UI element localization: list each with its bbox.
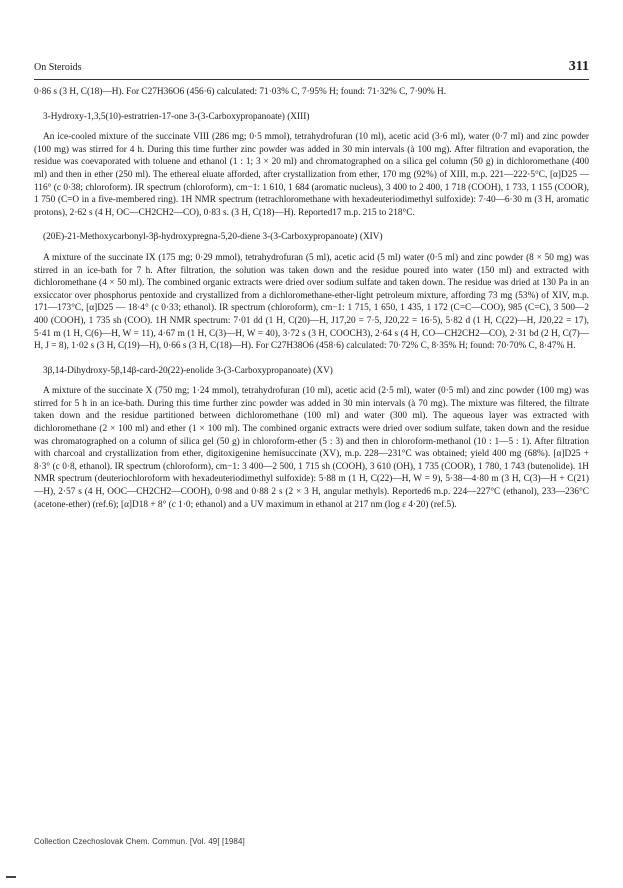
page-header xyxy=(34,59,589,78)
header-rule xyxy=(34,79,589,80)
paragraph-xiii: An ice-cooled mixture of the succinate VIII (286 mg; 0·5 mmol), tetrahydrofuran (10 ml), acetic acid (3·6 ml), water (0·7 ml) and zinc powder (100 mg) was stirred for 4 h. During this time further zinc powder was added in 30 min intervals (à 100 mg). After filtration and evaporation, the residue was coevaporated with toluene and ethanol (1 : 1; 3 × 20 ml) and chromatographed on a silica gel column (50 g) in dichloromethane (400 ml) and then in ether (250 ml). The ethereal eluate afforded, after crystallization from ether, 170 mg (92%) of XIII, m.p. 221—222·5°C, [α]D25 —116° (c 0·38; chloroform). IR spectrum (chloroform), cm−1: 1 610, 1 684 (aromatic nucleus), 3 400 to 2 400, 1 718 (COOH), 1 733, 1 155 (COOR), 1 750 (C=O in a five-membered ring). 1H NMR spectrum (tetrachloromethane with hexadeuteriodimethyl sulfoxide): 7·40—6·30 m (3 H, aromatic protons), 2·62 s (4 H, OC—CH2CH2—CO), 0·83 s. (3 H, C(18)—H). Reported17 m.p. 215 to 218°C. xyxy=(34,132,589,218)
scan-mark xyxy=(6,876,16,878)
body-text xyxy=(34,86,589,511)
page-number: 311 xyxy=(568,59,589,74)
running-head: On Steroids xyxy=(34,62,82,73)
compound-heading-xiii: 3-Hydroxy-1,3,5(10)-estratrien-17-one 3-(3-Carboxypropanoate) (XIII) xyxy=(43,111,310,122)
paragraph-xiv: A mixture of the succinate IX (175 mg; 0·29 mmol), tetrahydrofuran (5 ml), acetic acid (5 ml) water (0·5 ml) and zinc powder (8 × 50 mg) was stirred in an ice-bath for 7 h. After filtration, the solution was taken down and the residue poured into water (150 ml) and extracted with dichloromethane (4 × 50 ml). The combined organic extracts were dried over sodium sulfate and taken down. The residue was dried at 130 Pa in an exsiccator over phosphorus pentoxide and crystallized from a dichloromethane-ether-light petroleum mixture, affording 73 mg (53%) of XIV, m.p. 171—173°C, [α]D25 — 18·4° (c 0·33; ethanol). IR spectrum (chloroform), cm−1: 1 715, 1 650, 1 435, 1 172 (C=C—COO), 985 (C=C), 3 500—2 400 (COOH), 1 735 sh (COO). 1H NMR spectrum: 7·01 dd (1 H, C(20)—H, J17,20 = 7·5, J20,22 = 16·5), 5·82 d (1 H, C(22)—H, J20,22 = 17), 5·41 m (1 H, C(6)—H, W = 11), 4·67 m (1 H, C(3)—H, W = 40), 3·72 s (3 H, COOCH3), 2·64 s (4 H, CO—CH2CH2—CO), 2·31 bd (2 H, C(7)—H, J = 8), 1·02 s (3 H, C(19)—H), 0·66 s (3 H, C(18)—H). For C27H38O6 (458·6) calculated: 70·72% C, 8·35% H; found: 70·70% C, 8·47% H. xyxy=(34,252,589,352)
journal-footer: Collection Czechoslovak Chem. Commun. [Vol. 49] [1984] xyxy=(34,837,245,846)
paragraph-xv: A mixture of the succinate X (750 mg; 1·24 mmol), tetrahydrofuran (10 ml), acetic acid (2·5 ml), water (0·5 ml) and zinc powder (100 mg) was stirred for 5 h in an ice-bath. During this time further zinc powder was added in 30 min intervals (à 70 mg). The mixture was filtered, the filtrate taken down and the residue partitioned between dichloromethane (100 ml) and water (300 ml). The aqueous layer was extracted with dichloromethane (2 × 100 ml) and ether (1 × 100 ml). The combined organic extracts were dried over sodium sulfate, taken down and the residue was chromatographed on a column of silica gel (50 g) in chloroform-ether (5 : 3) and then in chloroform-methanol (10 : 1—5 : 1). After filtration with charcoal and crystallization from ether, digitoxigenine hemisuccinate (XV), m.p. 228—231°C was obtained; yield 400 mg (68%). [α]D25 + 8·3° (c 0·8, ethanol). IR spectrum (chloroform), cm−1: 3 400—2 500, 1 715 sh (COOH), 3 610 (OH), 1 735 (COOR), 1 780, 1 743 (butenolide). 1H NMR spectrum (deuteriochloroform with hexadeuteriodimethyl sulfoxide): 5·88 m (1 H, C(22)—H, W = 9), 5·38—4·80 m (3 H, C(3)—H + C(21)—H), 2·57 s (4 H, OOC—CH2CH2—COOH), 0·98 and 0·88 2 s (2 × 3 H, angular methyls). Reported6 m.p. 224—227°C (ethanol), 233—236°C (acetone-ether) (ref.6); [α]D18 + 8° (c 1·0; ethanol) and a UV maximum in ethanol at 217 nm (log ε 4·20) (ref.5). xyxy=(34,386,589,510)
continued-paragraph: 0·86 s (3 H, C(18)—H). For C27H36O6 (456·6) calculated: 71·03% C, 7·95% H; found: 71·32% C, 7·90% H. xyxy=(34,87,447,97)
compound-heading-xiv: (20E)-21-Methoxycarbonyl-3β-hydroxypregna-5,20-diene 3-(3-Carboxypropanoate) (XIV) xyxy=(43,232,383,243)
compound-heading-xv: 3β,14-Dihydroxy-5β,14β-card-20(22)-enolide 3-(3-Carboxypropanoate) (XV) xyxy=(43,365,333,376)
